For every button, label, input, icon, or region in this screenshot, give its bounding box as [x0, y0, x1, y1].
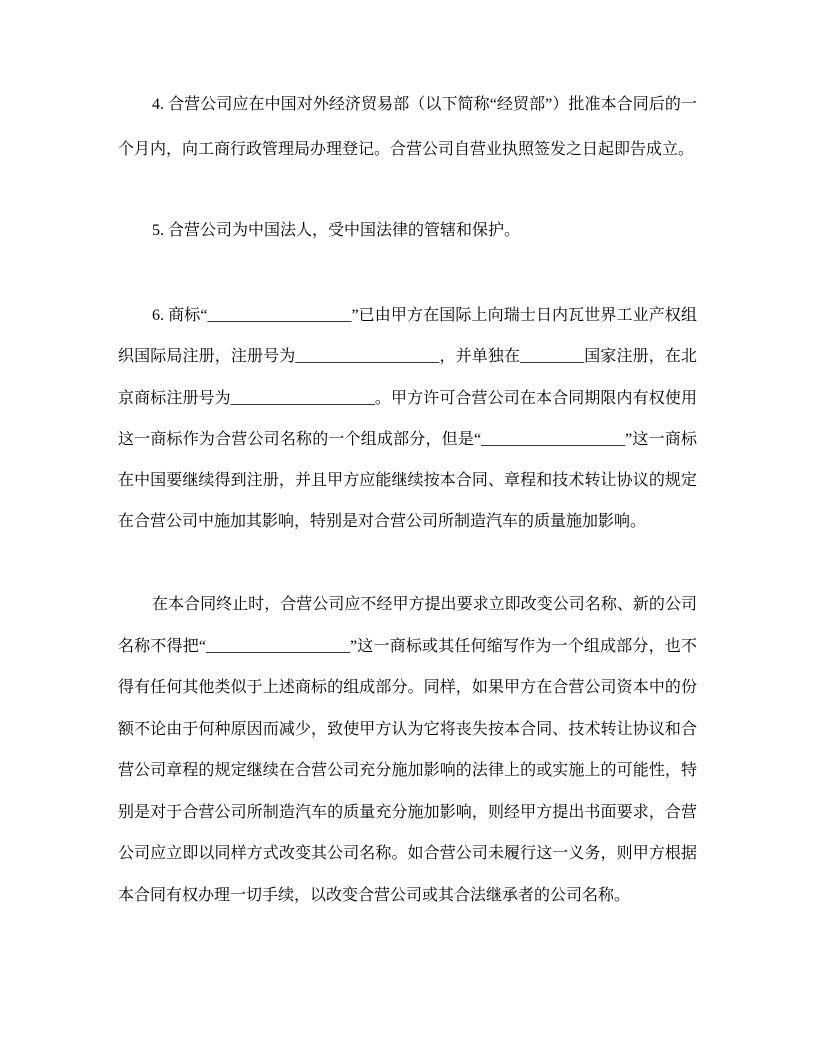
text-line: 额不论由于何种原因而减少，致使甲方认为它将丧失按本合同、技术转让协议和合: [118, 720, 697, 738]
text-line: 本合同有权办理一切手续，以改变合营公司或其合法继承者的公司名称。: [118, 886, 631, 904]
clause-4-paragraph: [118, 82, 697, 172]
text-line: 5. 合营公司为中国法人，受中国法律的管辖和保护。: [152, 222, 521, 239]
text-line: 这一商标作为合营公司名称的一个组成部分，但是“__________________”这一商标: [118, 430, 697, 448]
text-line: 在本合同终止时，合营公司应不经甲方提出要求立即改变公司名称、新的公司: [152, 596, 697, 613]
termination-paragraph: [118, 584, 697, 916]
text-line: 在中国要继续得到注册，并且甲方应能继续按本合同、章程和技术转让协议的规定: [118, 472, 697, 490]
text-line: 公司应立即以同样方式改变其公司名称。如合营公司未履行这一义务，则甲方根据: [118, 845, 697, 862]
text-line: 得有任何其他类似于上述商标的组成部分。同样，如果甲方在合营公司资本中的份: [118, 679, 697, 696]
text-line: 在合营公司中施加其影响，特别是对合营公司所制造汽车的质量施加影响。: [118, 513, 647, 531]
clause-5-paragraph: [118, 210, 697, 251]
clause-6-paragraph: [118, 295, 697, 543]
text-line: 名称不得把“__________________”这一商标或其任何缩写作为一个组成部分，也不: [118, 637, 697, 655]
text-line: 京商标注册号为__________________。甲方许可合营公司在本合同期限内有权使用: [118, 389, 697, 407]
text-line: 别是对于合营公司所制造汽车的质量充分施加影响，则经甲方提出书面要求，合营: [118, 803, 697, 821]
text-line: 织国际局注册，注册号为__________________，并单独在________国家注册，在北: [118, 348, 697, 366]
text-line: 6. 商标“__________________”已由甲方在国际上向瑞士日内瓦世界工业产权组: [152, 307, 697, 324]
text-line: 个月内，向工商行政管理局办理登记。合营公司自营业执照签发之日起即告成立。: [118, 141, 695, 158]
text-line: 4. 合营公司应在中国对外经济贸易部（以下简称“经贸部”）批准本合同后的一: [152, 96, 697, 113]
text-line: 营公司章程的规定继续在合营公司充分施加影响的法律上的或实施上的可能性，特: [118, 762, 697, 779]
